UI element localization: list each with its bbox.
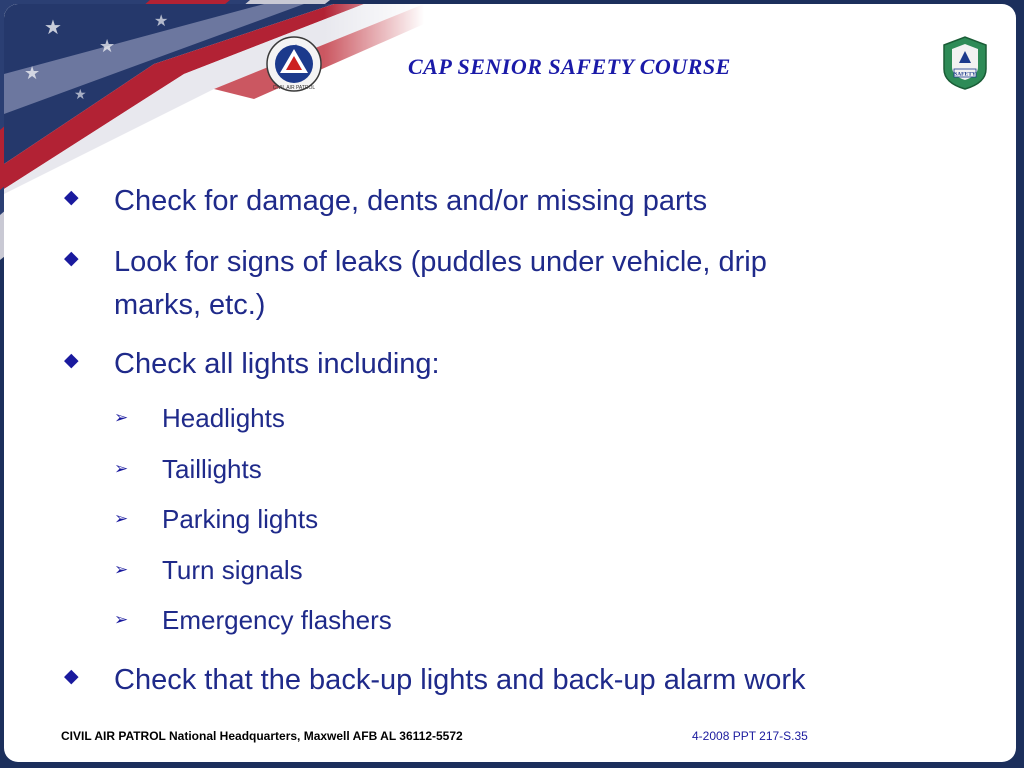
bullet-leaks-line1: Look for signs of leaks (puddles under vehicle, drip [114, 246, 767, 278]
svg-text:★: ★ [99, 36, 116, 56]
svg-text:★: ★ [24, 63, 41, 83]
slide-panel [4, 4, 1016, 762]
diamond-bullet-icon: ◆ [64, 666, 79, 687]
sub-bullet-parking-lights: Parking lights [162, 504, 319, 534]
arrowhead-bullet-icon: ➢ [114, 408, 129, 427]
arrowhead-bullet-icon: ➢ [114, 459, 129, 478]
svg-text:★: ★ [74, 86, 87, 102]
svg-text:SAFETY: SAFETY [954, 71, 976, 78]
bullet-lights-check: Check all lights including: [114, 348, 440, 380]
sub-bullet-emergency-flashers: Emergency flashers [162, 605, 392, 635]
sub-bullet-headlights: Headlights [162, 403, 285, 433]
diamond-bullet-icon: ◆ [64, 350, 79, 371]
bullet-damage-check: Check for damage, dents and/or missing parts [114, 185, 708, 217]
arrowhead-bullet-icon: ➢ [114, 509, 129, 528]
bullet-leaks-line2: marks, etc.) [114, 289, 266, 321]
footer-slide-code: 4-2008 PPT 217-S.35 [692, 729, 808, 743]
diamond-bullet-icon: ◆ [64, 187, 79, 208]
arrowhead-bullet-icon: ➢ [114, 610, 129, 629]
svg-text:★: ★ [44, 17, 62, 39]
svg-text:★: ★ [154, 13, 169, 30]
slide-content [4, 4, 1016, 762]
bullet-backup-alarm: Check that the back-up lights and back-up alarm work [114, 664, 806, 696]
slide-title: CAP SENIOR SAFETY COURSE [408, 54, 731, 79]
diamond-bullet-icon: ◆ [64, 248, 79, 269]
sub-bullet-taillights: Taillights [162, 454, 262, 484]
svg-text:CIVIL AIR PATROL: CIVIL AIR PATROL [272, 85, 316, 91]
sub-bullet-turn-signals: Turn signals [162, 555, 303, 585]
arrowhead-bullet-icon: ➢ [114, 560, 129, 579]
footer-organization: CIVIL AIR PATROL National Headquarters, Maxwell AFB AL 36112-5572 [61, 729, 463, 743]
